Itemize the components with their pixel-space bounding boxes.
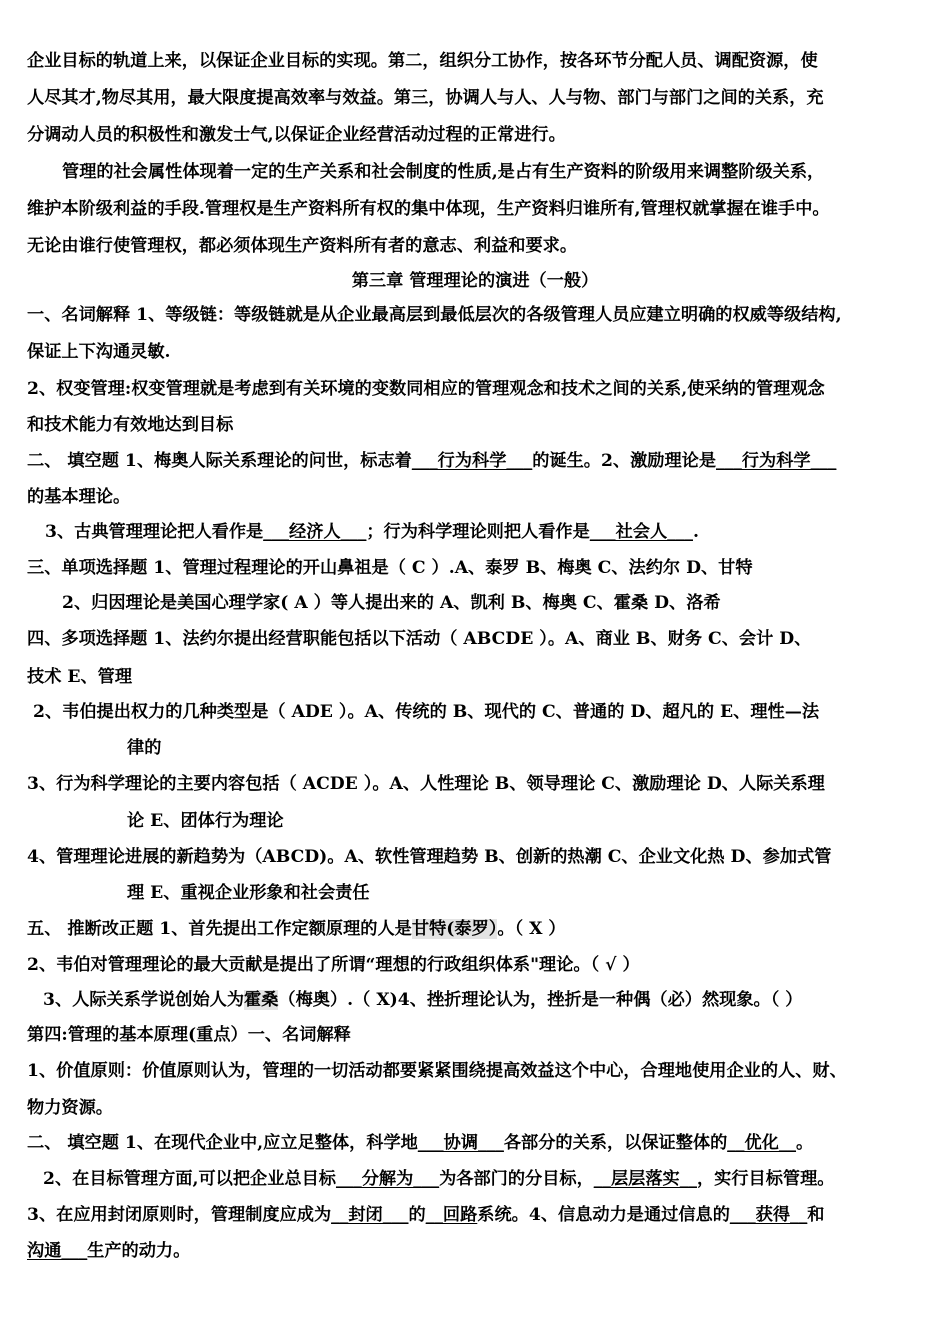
judgment-question: 五、 推断改正题 1、首先提出工作定额原理的人是甘特(泰罗）。（ X ）: [27, 919, 566, 939]
fill-blank-question: 3、古典管理理论把人看作是___经济人___；行为科学理论则把人看作是___社会人___.: [45, 522, 699, 542]
paragraph-line: 管理的社会属性体现着一定的生产关系和社会制度的性质,是占有生产资料的阶级用来调整阶级关系，: [62, 162, 825, 182]
judgment-question: 2、韦伯对管理理论的最大贡献是提出了所谓“理想的行政组织体系"理论。（ √ ）: [27, 955, 640, 975]
answer-blank: ___行为科学___: [716, 451, 837, 471]
fill-blank-question: 二、 填空题 1、在现代企业中,应立足整体，科学地___协调___各部分的关系，以保证整体的__优化__。: [27, 1133, 814, 1153]
answer-blank: ___社会人___: [589, 522, 693, 542]
answer-blank: __优化__: [727, 1133, 797, 1153]
single-choice-question: 三、单项选择题 1、管理过程理论的开山鼻祖是（ C ）.A、泰罗 B、梅奥 C、法约尔 D、甘特: [27, 558, 753, 578]
paragraph-line: 无论由谁行使管理权，都必须体现生产资料所有者的意志、利益和要求。: [27, 236, 578, 256]
answer-blank: __层层落实__: [593, 1169, 697, 1189]
section-heading: 第四:管理的基本原理(重点）一、名词解释: [27, 1025, 351, 1045]
answer-blank: ___经济人___: [263, 522, 367, 542]
answer-blank: 沟通___: [27, 1241, 88, 1261]
paragraph-line: 维护本阶级利益的手段.管理权是生产资料所有权的集中体现，生产资料归谁所有,管理权就掌握在谁手中。: [27, 199, 830, 219]
term-definition: 2、权变管理:权变管理就是考虑到有关环境的变数同相应的管理观念和技术之间的关系,使采纳的管理观念: [27, 379, 825, 399]
term-definition: 保证上下沟通灵敏.: [27, 342, 171, 362]
paragraph-line: 人尽其才,物尽其用，最大限度提高效率与效益。第三，协调人与人、人与物、部门与部门之间的关系，充: [27, 88, 824, 108]
multiple-choice-question: 4、管理理论进展的新趋势为（ABCD)。A、软性管理趋势 B、创新的热潮 C、企业文化热 D、参加式管: [27, 847, 832, 867]
multiple-choice-question: 2、韦伯提出权力的几种类型是（ ADE ）。A、传统的 B、现代的 C、普通的 D、超凡的 E、理性—法: [33, 702, 820, 722]
highlighted-text: 甘特(泰罗）: [411, 919, 498, 939]
multiple-choice-question: 3、行为科学理论的主要内容包括（ ACDE ）。A、人性理论 B、领导理论 C、激励理论 D、人际关系理: [27, 774, 825, 794]
answer-blank: ___获得__: [729, 1205, 808, 1225]
multiple-choice-question: 四、多项选择题 1、法约尔提出经营职能包括以下活动（ ABCDE ）。A、商业 B、财务 C、会计 D、: [27, 629, 812, 649]
answer-blank: __回路: [425, 1205, 478, 1225]
paragraph-line: 企业目标的轨道上来，以保证企业目标的实现。第二，组织分工协作，按各环节分配人员、调配资源，使: [27, 51, 818, 71]
multiple-choice-question: 技术 E、管理: [27, 667, 133, 687]
answer-blank: __封闭___: [331, 1205, 409, 1225]
answer-blank: ___分解为___: [335, 1169, 440, 1189]
multiple-choice-question: 论 E、团体行为理论: [127, 811, 284, 831]
term-definition: 1、价值原则：价值原则认为，管理的一切活动都要紧紧围绕提高效益这个中心，合理地使用企业的人、财、: [27, 1061, 847, 1081]
paragraph-line: 分调动人员的积极性和激发士气,以保证企业经营活动过程的正常进行。: [27, 125, 566, 145]
judgment-question: 3、人际关系学说创始人为霍桑（梅奥）.（ X)4、挫折理论认为，挫折是一种偶（必）然现象。（ ）: [43, 990, 803, 1010]
term-definition: 一、名词解释 1、等级链：等级链就是从企业最高层到最低层次的各级管理人员应建立明确的权威等级结构,: [27, 305, 842, 325]
fill-blank-question: 的基本理论。: [27, 487, 131, 507]
fill-blank-question: 3、在应用封闭原则时，管理制度应成为__封闭___的__回路系统。4、信息动力是通过信息的___获得__和: [27, 1205, 825, 1225]
chapter-heading: 第三章 管理理论的演进（一般）: [351, 271, 599, 291]
term-definition: 和技术能力有效地达到目标: [27, 415, 234, 435]
fill-blank-question: 沟通___生产的动力。: [27, 1241, 191, 1261]
multiple-choice-question: 律的: [127, 738, 162, 758]
answer-blank: ___协调___: [417, 1133, 504, 1153]
fill-blank-question: 2、在目标管理方面,可以把企业总目标___分解为___为各部门的分目标，__层层落实__，实行目标管理。: [43, 1169, 835, 1189]
fill-blank-question: 二、 填空题 1、梅奥人际关系理论的问世，标志着___行为科学___的诞生。2、激励理论是___行为科学___: [27, 451, 837, 471]
single-choice-question: 2、归因理论是美国心理学家( A ）等人提出来的 A、凯利 B、梅奥 C、霍桑 D、洛希: [62, 593, 721, 613]
multiple-choice-question: 理 E、重视企业形象和社会责任: [127, 883, 370, 903]
highlighted-text: 霍桑: [244, 990, 279, 1010]
answer-blank: ___行为科学___: [411, 451, 533, 471]
term-definition: 物力资源。: [27, 1098, 113, 1118]
